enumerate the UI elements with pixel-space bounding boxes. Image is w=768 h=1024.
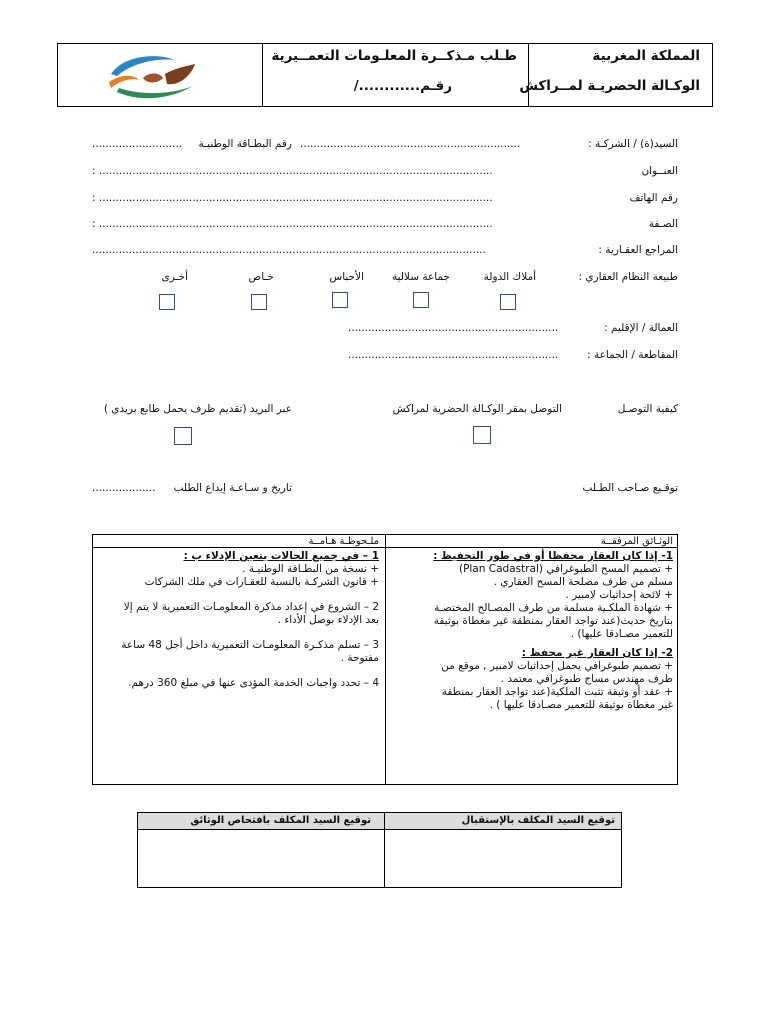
date-label: تاريخ و سـاعـة إيداع الطلب	[173, 482, 292, 494]
checkbox-habous[interactable]	[332, 292, 348, 308]
list-item: + تصميم المسح الطبوغرافي (Plan Cadastral)	[458, 563, 673, 575]
section-heading: 1- إذا كان العقار محفظا أو في طور التحفيظ :	[433, 550, 673, 562]
refs-field[interactable]: ......................................................................................................................	[92, 244, 486, 256]
header-box	[57, 43, 713, 107]
notes-list	[97, 550, 379, 690]
list-item: + نسخة من البطـاقة الوطنيـة .	[242, 563, 379, 575]
name-label: السيد(ة) / الشركـة :	[588, 138, 678, 150]
district-label: المقاطعة / الجماعة :	[587, 349, 678, 361]
checker-signature-area[interactable]	[138, 830, 384, 887]
docs-column-header: الوثـائق المرفقــة	[600, 536, 673, 547]
list-item: + شهادة الملكـية مسلمة من طرف المصـالح المختصـة	[434, 602, 673, 614]
list-item: غير مغطاة بوثيقة للتعمير مصـادقا عليها ) .	[489, 699, 673, 711]
list-item: طرف مهندس مساح طبوغرافي معتمد .	[500, 673, 673, 685]
kingdom-title: المملكة المغربية	[592, 48, 700, 64]
header-divider	[262, 44, 263, 106]
list-item: 2 – الشروع في إعداد مذكرة المعلومـات التعميرية لا يتم إلا	[123, 601, 379, 613]
header-divider	[528, 44, 529, 106]
refs-label: المراجع العقـارية :	[598, 244, 678, 256]
delivery-mail-option: عبر البريد (تقديم ظرف يحمل طابع بريدي )	[103, 403, 292, 415]
receiver-signature-area[interactable]	[385, 830, 621, 887]
id-field[interactable]: ...........................	[92, 138, 183, 150]
list-item	[97, 589, 379, 601]
agency-title: الوكـالة الحضريـة لمــراكش	[519, 78, 700, 94]
agency-logo	[103, 50, 203, 102]
section-heading: 2- إذا كان العقار غير محفظ :	[521, 647, 673, 659]
status-label: طبيعة النظام العقاري :	[578, 271, 678, 283]
list-item: + تصميم طبوغرافي يحمل إحداثيات لامبير , موقع من	[441, 660, 673, 672]
status-option-collective: جماعة سلالية	[391, 271, 450, 283]
date-field[interactable]: ...................	[92, 482, 156, 494]
applicant-signature-label: توقـيع صـاحب الطـلب	[582, 482, 678, 494]
checkbox-delivery-office[interactable]	[473, 426, 491, 444]
prefecture-field[interactable]: ...............................................................	[348, 322, 559, 334]
docs-list	[389, 550, 673, 712]
status-option-state: أملاك الدولة	[483, 271, 536, 283]
signature-table	[137, 812, 622, 888]
checkbox-private[interactable]	[251, 294, 267, 310]
prefecture-label: العمالة / الإقليم :	[604, 322, 678, 334]
checkbox-state[interactable]	[500, 294, 516, 310]
status-option-other: أخـرى	[161, 271, 188, 283]
capacity-field[interactable]: : ......................................................................................................................	[92, 218, 493, 230]
phone-field[interactable]: : ......................................................................................................................	[92, 192, 493, 204]
notes-column-header: ملـحوظـة هـامــة	[308, 536, 379, 547]
list-item: بتاريخ حديث(عند تواجد العقار بمنطقة غير مغطاة بوثيقة	[433, 615, 673, 627]
id-label: رقم البطـاقة الوطنيـة	[198, 138, 292, 150]
status-option-private: خـاص	[248, 271, 274, 283]
info-table	[92, 534, 678, 785]
list-item: 3 – تسلم مذكـرة المعلومـات التعميرية داخل أجل 48 ساعة	[121, 639, 379, 651]
table-divider	[385, 535, 386, 784]
list-item: مسلم من طرف مصلحة المسح العقاري .	[493, 576, 673, 588]
delivery-office-option: التوصل بمقر الوكـالة الحضرية لمراكش	[392, 403, 562, 415]
address-field[interactable]: : ......................................................................................................................	[92, 165, 493, 177]
list-item: 4 – تحدد واجبات الخدمة المؤدى عنها في مبلغ 360 درهم.	[128, 677, 379, 689]
list-item: بعد الإدلاء بوصل الأداء .	[277, 614, 379, 626]
name-field[interactable]: ..................................................................	[300, 138, 521, 150]
checkbox-other[interactable]	[159, 294, 175, 310]
receiver-signature-label: توقيع السيد المكلف بالإستقبال	[461, 815, 615, 826]
list-item: + قانون الشركـة بالنسبة للعقـارات في ملك الشركات	[144, 576, 379, 588]
list-item: مفتوحة .	[340, 652, 379, 664]
checkbox-delivery-mail[interactable]	[174, 427, 192, 445]
checker-signature-label: توقيع السيد المكلف بافتحاص الوثائق	[190, 815, 371, 826]
list-item: + لائحة إحداثيات لامبير .	[565, 589, 673, 601]
list-item: + عقد أو وثيقة تثبت الملكية(عند تواجد العقار بمنطقة	[441, 686, 673, 698]
status-option-habous: الأحباس	[329, 271, 364, 283]
phone-label: رقم الهاتف	[629, 192, 678, 204]
delivery-label: كيفية التوصـل	[617, 403, 678, 415]
form-title: طـلب مـذكــرة المعلـومات التعمــيرية	[271, 48, 517, 64]
form-number: رقـم............/	[353, 78, 452, 94]
district-field[interactable]: ...............................................................	[348, 349, 559, 361]
section-heading: 1 – في جميع الحالات يتعين الإدلاء ب :	[183, 550, 379, 562]
address-label: العنــوان	[641, 165, 678, 177]
capacity-label: الصـفة	[648, 218, 678, 230]
list-item: للتعمير مصـادقا عليها) .	[570, 628, 673, 640]
list-item	[97, 627, 379, 639]
checkbox-collective[interactable]	[413, 292, 429, 308]
list-item	[97, 665, 379, 677]
